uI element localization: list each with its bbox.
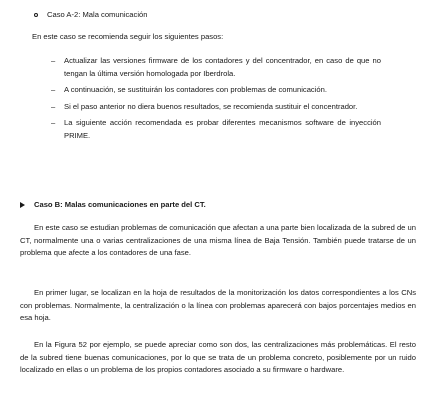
case-b-paragraph-1: En este caso se estudian problemas de comunicación que afectan a una parte bien localizada de la subred de un CT, normalmente una o varias centralizaciones de una misma línea de Baja Tensión. También puede tratarse de un problema que afecte a los contadores de una fase. — [20, 223, 416, 257]
list-item — [51, 55, 381, 80]
list-item — [51, 84, 381, 97]
list-item — [51, 101, 381, 114]
steps-list — [51, 55, 381, 146]
case-a2-intro: En este caso se recomienda seguir los siguientes pasos: — [32, 32, 224, 41]
case-a2-heading — [34, 9, 147, 22]
step-text: La siguiente acción recomendada es probar diferentes mecanismos software de inyección PRIME. — [64, 118, 381, 140]
case-b-title: Caso B: Malas comunicaciones en parte del CT. — [34, 200, 206, 209]
dash-bullet-icon: – — [51, 56, 56, 65]
dash-bullet-icon: – — [51, 101, 56, 111]
dash-bullet-icon: – — [51, 118, 56, 127]
case-a2-title: Caso A-2: Mala comunicación — [47, 10, 148, 19]
case-b-paragraph-3: En la Figura 52 por ejemplo, se puede apreciar como son dos, las centralizaciones más problemáticas. El resto de la subred tiene buenas comunicaciones, por lo que se trata de un problema concreto, posiblemente por un ruido localizado en ellas o un problema de los propios contadores asociado a su firmware o hardware. — [20, 340, 416, 374]
circle-bullet-icon — [34, 13, 38, 17]
list-item — [51, 117, 381, 142]
arrow-bullet-icon — [20, 202, 25, 208]
case-b-paragraph-2: En primer lugar, se localizan en la hoja de resultados de la monitorización los datos correspondientes a los CNs con problemas. Normalmente, la centralización o la línea con problemas aparecerá con bajos porcentajes medios en esa hoja. — [20, 288, 416, 322]
step-text: Si el paso anterior no diera buenos resultados, se recomienda sustituir el concentrador. — [64, 101, 358, 111]
step-text: A continuación, se sustituirán los contadores con problemas de comunicación. — [64, 85, 327, 94]
step-text: Actualizar las versiones firmware de los contadores y del concentrador, en caso de que no tengan la última versión homologada por Iberdrola. — [64, 56, 381, 78]
dash-bullet-icon: – — [51, 85, 56, 94]
case-b-heading — [20, 199, 206, 212]
